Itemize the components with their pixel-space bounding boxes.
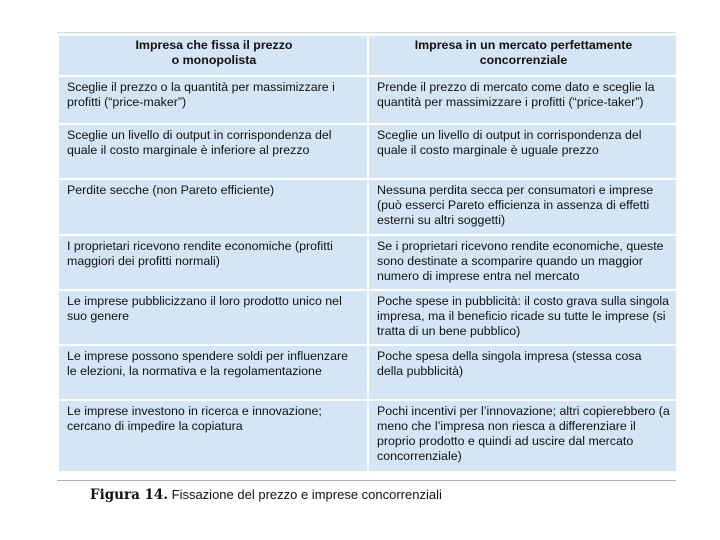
cell-competitive-firm: Poche spese in pubblicità: il costo grava sulla singola impresa, ma il beneficio ricade su tutte le imprese (si tratta di un bene pubblico) (368, 290, 677, 345)
header-competitive-firm-line-1: Impresa in un mercato perfettamente (414, 38, 633, 52)
cell-price-setter: Perdite secche (non Pareto efficiente) (58, 179, 368, 235)
cell-competitive-firm: Poche spesa della singola impresa (stessa cosa della pubblicità) (368, 345, 677, 400)
cell-price-setter: I proprietari ricevono rendite economiche (profitti maggiori dei profitti normali) (58, 235, 368, 290)
cell-price-setter: Sceglie un livello di output in corrispondenza del quale il costo marginale è inferiore al prezzo (58, 124, 368, 179)
table-row (58, 235, 677, 290)
header-price-setter-line-1: Impresa che fissa il prezzo (135, 38, 293, 52)
table-header (58, 35, 677, 76)
figure-caption (90, 487, 442, 503)
comparison-table (57, 34, 678, 473)
cell-price-setter: Le imprese possono spendere soldi per influenzare le elezioni, la normativa e la regolamentazione (58, 345, 368, 400)
cell-price-setter: Sceglie il prezzo o la quantità per massimizzare i profitti (“price-maker”) (58, 76, 368, 124)
header-competitive-firm (368, 35, 677, 76)
figure-caption-text: Fissazione del prezzo e imprese concorrenziali (168, 487, 442, 502)
table-row (58, 290, 677, 345)
cell-competitive-firm: Nessuna perdita secca per consumatori e imprese (può esserci Pareto efficienza in assenza di effetti esterni su altri soggetti) (368, 179, 677, 235)
cell-competitive-firm: Se i proprietari ricevono rendite economiche, queste sono destinate a scomparire quando un maggior numero di imprese entra nel mercato (368, 235, 677, 290)
table-top-rule (57, 32, 676, 33)
header-row (58, 35, 677, 76)
table-row (58, 179, 677, 235)
cell-competitive-firm: Sceglie un livello di output in corrispondenza del quale il costo marginale è uguale prezzo (368, 124, 677, 179)
figure-caption-label: Figura 14. (90, 487, 169, 503)
table-row (58, 345, 677, 400)
table-row (58, 76, 677, 124)
cell-price-setter: Le imprese investono in ricerca e innovazione; cercano di impedire la copiatura (58, 400, 368, 472)
cell-competitive-firm: Pochi incentivi per l’innovazione; altri copierebbero (a meno che l’impresa non riesca a differenziare il proprio prodotto e quindi ad uscire dal mercato concorrenziale) (368, 400, 677, 472)
table-body (58, 76, 677, 472)
cell-price-setter: Le imprese pubblicizzano il loro prodotto unico nel suo genere (58, 290, 368, 345)
header-price-setter (58, 35, 368, 76)
header-price-setter-line-2: o monopolista (171, 53, 257, 67)
table-bottom-rule (57, 480, 676, 481)
table-row (58, 124, 677, 179)
cell-competitive-firm: Prende il prezzo di mercato come dato e sceglie la quantità per massimizzare i profitti (“price-taker”) (368, 76, 677, 124)
table-row (58, 400, 677, 472)
header-competitive-firm-line-2: concorrenziale (479, 53, 568, 67)
